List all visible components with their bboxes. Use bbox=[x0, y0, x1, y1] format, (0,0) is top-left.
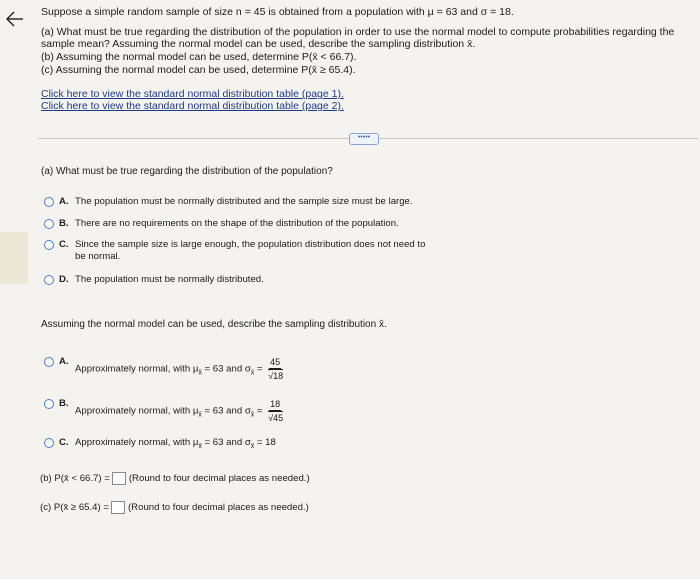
option-text: There are no requirements on the shape of the distribution of the population. bbox=[75, 218, 399, 229]
option-letter: D. bbox=[59, 274, 69, 285]
answer-c-hint: (Round to four decimal places as needed.) bbox=[127, 502, 309, 513]
sampling-option-c[interactable] bbox=[44, 437, 276, 453]
fraction: $\frac{45}{√18}$ bbox=[268, 357, 284, 381]
option-c[interactable] bbox=[44, 239, 435, 263]
side-highlight bbox=[0, 232, 28, 284]
radio-sampling-a[interactable] bbox=[44, 357, 54, 367]
radio-a[interactable] bbox=[44, 197, 54, 207]
answer-b-hint: (Round to four decimal places as needed.) bbox=[128, 473, 310, 484]
sampling-prompt: Assuming the normal model can be used, describe the sampling distribution x̄. bbox=[41, 319, 387, 330]
sampling-option-b[interactable] bbox=[44, 398, 283, 424]
option-text: The population must be normally distributed and the sample size must be large. bbox=[75, 196, 413, 207]
sampling-option-a[interactable] bbox=[44, 356, 283, 382]
option-letter: A. bbox=[59, 196, 69, 207]
option-b[interactable] bbox=[44, 218, 399, 230]
option-text: Since the sample size is large enough, the population distribution does not need to be normal. bbox=[75, 239, 426, 262]
option-text: The population must be normally distributed. bbox=[75, 274, 264, 285]
answer-c-label: (c) P(x̄ ≥ 65.4) = bbox=[40, 502, 109, 513]
back-arrow-icon[interactable] bbox=[4, 8, 26, 30]
answer-c-row bbox=[40, 501, 309, 514]
option-letter: B. bbox=[59, 218, 69, 229]
question-part-c: (c) Assuming the normal model can be used, determine P(x̄ ≥ 65.4). bbox=[41, 64, 356, 76]
question-part-a: (a) What must be true regarding the distribution of the population in order to use the normal model to compute probabilities regarding the bbox=[41, 26, 675, 38]
radio-c[interactable] bbox=[44, 240, 54, 250]
table-link-page1[interactable]: Click here to view the standard normal distribution table (page 1). bbox=[41, 88, 344, 100]
table-link-page2[interactable]: Click here to view the standard normal distribution table (page 2). bbox=[41, 100, 344, 112]
expand-button[interactable]: ••••• bbox=[349, 133, 379, 145]
option-text: Approximately normal, with $\mu_{x̄} = 63$ and $\sigma_{x̄} = 18$ bbox=[75, 437, 276, 450]
option-letter: C. bbox=[59, 239, 69, 250]
answer-b-input[interactable] bbox=[112, 472, 126, 485]
question-part-b: (b) Assuming the normal model can be used, determine P(x̄ < 66.7). bbox=[41, 51, 357, 63]
answer-b-row bbox=[40, 472, 310, 485]
option-text: Approximately normal, with $\mu_{x̄} = 63$ and $\sigma_{x̄}$ = $\frac{45}{√18}$ bbox=[75, 357, 284, 381]
option-text: Approximately normal, with $\mu_{x̄} = 63$ and $\sigma_{x̄}$ = $\frac{18}{√45}$ bbox=[75, 399, 284, 423]
radio-d[interactable] bbox=[44, 275, 54, 285]
option-d[interactable] bbox=[44, 274, 264, 286]
option-letter: B. bbox=[59, 398, 69, 409]
radio-sampling-c[interactable] bbox=[44, 438, 54, 448]
section-a-prompt: (a) What must be true regarding the distribution of the population? bbox=[41, 166, 333, 177]
question-intro: Suppose a simple random sample of size n = 45 is obtained from a population with μ = 63 and σ = 18. bbox=[41, 6, 514, 18]
fraction: $\frac{18}{√45}$ bbox=[268, 399, 284, 423]
answer-b-label: (b) P(x̄ < 66.7) = bbox=[40, 473, 110, 484]
table-links bbox=[41, 88, 344, 112]
question-part-a-cont: sample mean? Assuming the normal model can be used, describe the sampling distribution x̄. bbox=[41, 38, 476, 50]
answer-c-input[interactable] bbox=[111, 501, 125, 514]
option-letter: C. bbox=[59, 437, 69, 448]
option-letter: A. bbox=[59, 356, 69, 367]
radio-sampling-b[interactable] bbox=[44, 399, 54, 409]
option-a[interactable] bbox=[44, 196, 413, 208]
radio-b[interactable] bbox=[44, 219, 54, 229]
